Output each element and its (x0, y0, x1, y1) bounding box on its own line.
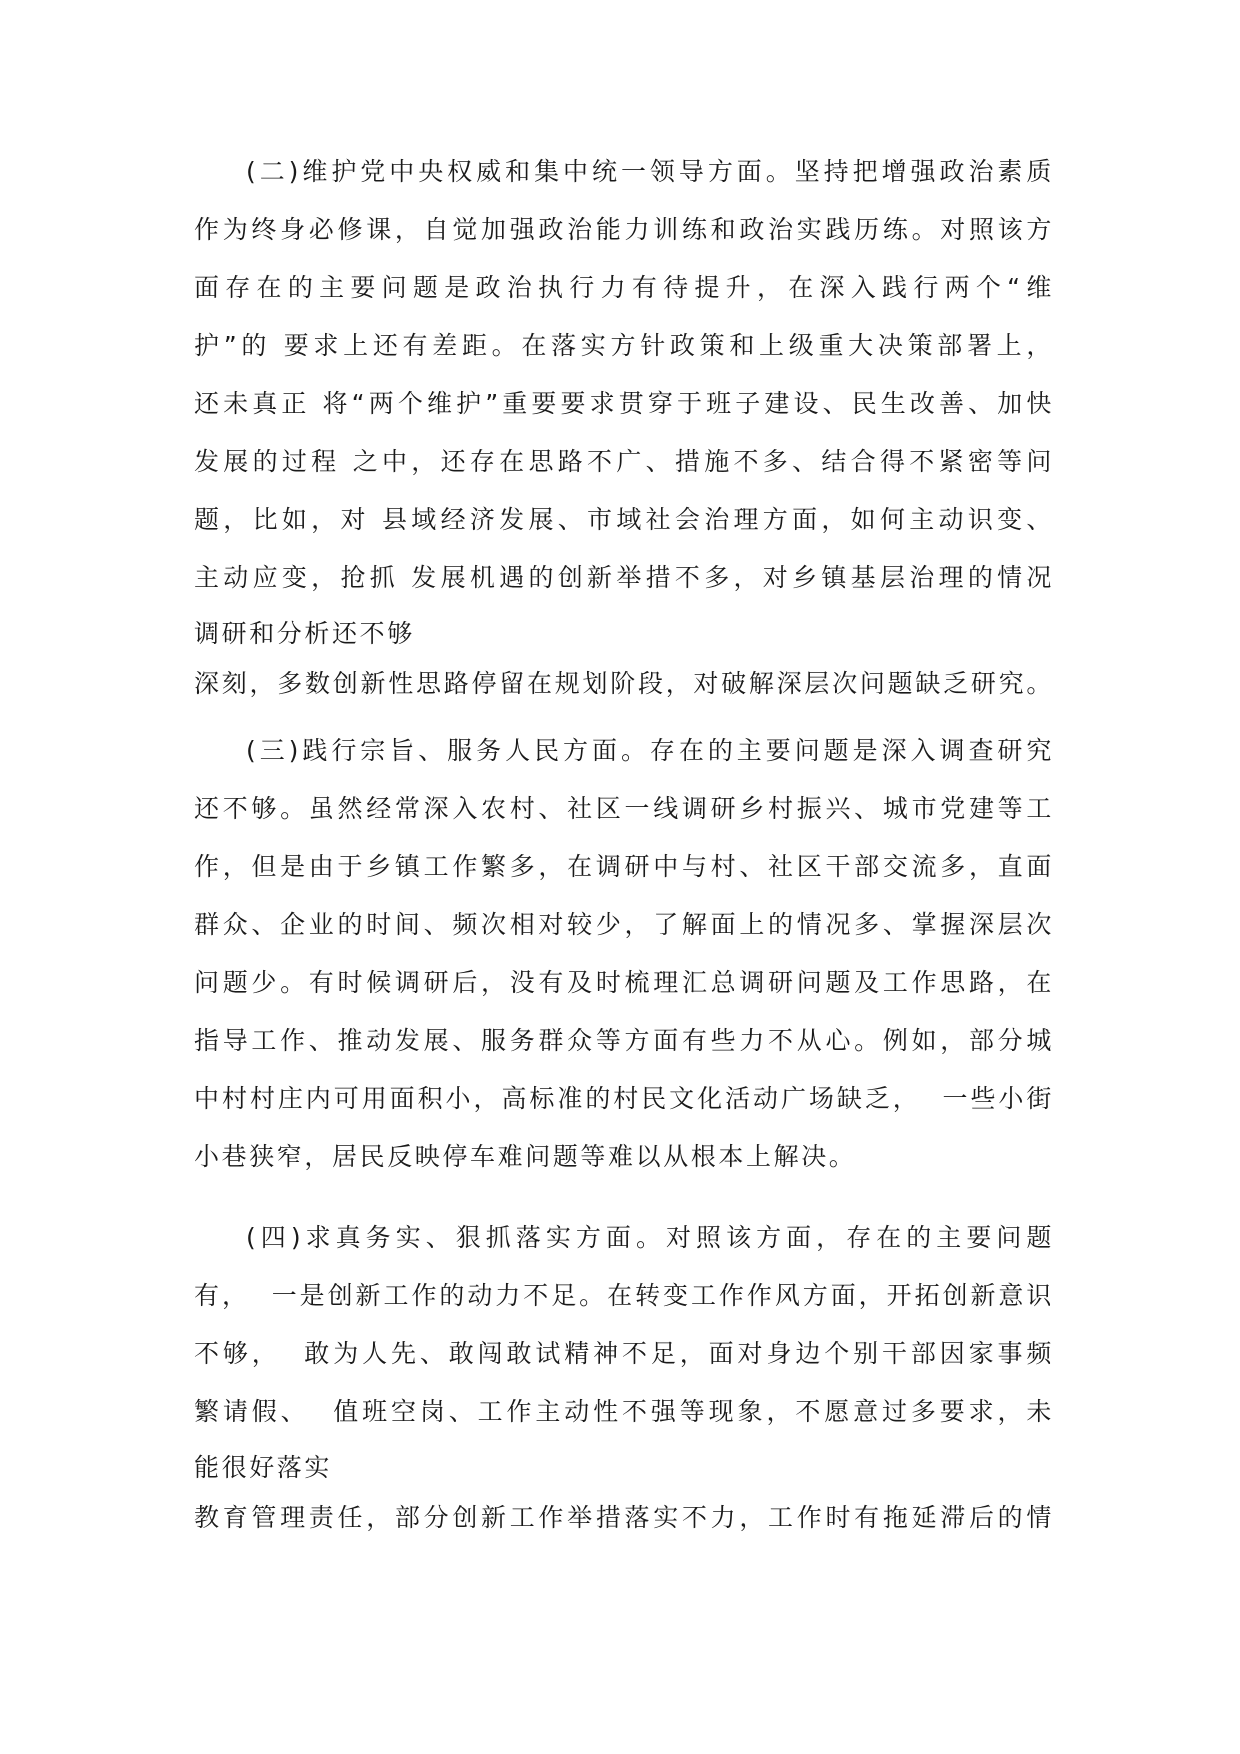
text-line: 调研和分析还不够 (194, 619, 415, 648)
text-line: 问题少。有时候调研后，没有及时梳理汇总调研问题及工作思路，在 (194, 968, 1054, 997)
text-line: 还未真正 将“两个维护”重要要求贯穿于班子建设、民生改善、加快 (194, 389, 1054, 418)
text-line: 群众、企业的时间、频次相对较少，了解面上的情况多、掌握深层次 (194, 910, 1054, 939)
text-line: 深刻，多数创新性思路停留在规划阶段，对破解深层次问题缺乏研究。 (194, 669, 1054, 698)
text-line: 作，但是由于乡镇工作繁多，在调研中与村、社区干部交流多，直面 (194, 852, 1054, 881)
text-line: 作为终身必修课，自觉加强政治能力训练和政治实践历练。对照该方 (194, 215, 1054, 244)
text-line: 中村村庄内可用面积小，高标准的村民文化活动广场缺乏， 一些小街 (194, 1084, 1054, 1113)
text-line: 有， 一是创新工作的动力不足。在转变工作作风方面，开拓创新意识 (194, 1281, 1054, 1310)
text-line: 题，比如，对 县域经济发展、市域社会治理方面，如何主动识变、 (194, 505, 1054, 534)
text-line: (四)求真务实、狠抓落实方面。对照该方面，存在的主要问题 (246, 1223, 1054, 1252)
text-line: 教育管理责任，部分创新工作举措落实不力，工作时有拖延滞后的情 (194, 1503, 1054, 1532)
text-line: 不够， 敢为人先、敢闯敢试精神不足，面对身边个别干部因家事频 (194, 1339, 1054, 1368)
text-line: (三)践行宗旨、服务人民方面。存在的主要问题是深入调查研究 (246, 736, 1054, 765)
text-line: (二)维护党中央权威和集中统一领导方面。坚持把增强政治素质 (246, 157, 1054, 186)
text-line: 还不够。虽然经常深入农村、社区一线调研乡村振兴、城市党建等工 (194, 794, 1054, 823)
text-line: 能很好落实 (194, 1453, 333, 1482)
text-line: 发展的过程 之中，还存在思路不广、措施不多、结合得不紧密等问 (194, 447, 1054, 476)
text-line: 护”的 要求上还有差距。在落实方针政策和上级重大决策部署上， (194, 331, 1054, 360)
text-line: 指导工作、推动发展、服务群众等方面有些力不从心。例如，部分城 (194, 1026, 1054, 1055)
text-line: 小巷狭窄，居民反映停车难问题等难以从根本上解决。 (194, 1142, 857, 1171)
text-line: 主动应变，抢抓 发展机遇的创新举措不多，对乡镇基层治理的情况 (194, 563, 1054, 592)
text-line: 面存在的主要问题是政治执行力有待提升，在深入践行两个“维 (194, 273, 1054, 302)
text-line: 繁请假、 值班空岗、工作主动性不强等现象，不愿意过多要求，未 (194, 1397, 1054, 1426)
